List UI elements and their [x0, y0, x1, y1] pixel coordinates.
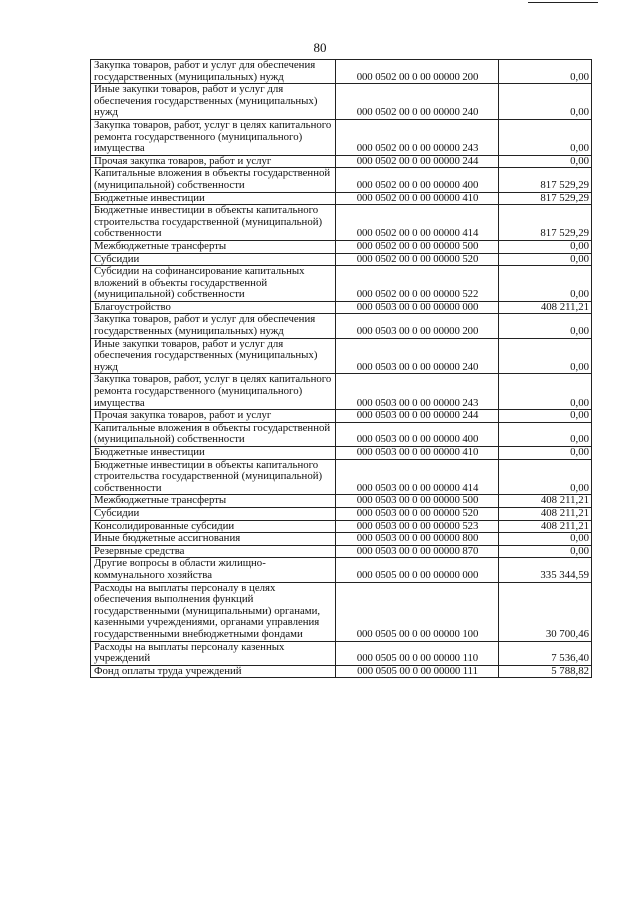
row-amount-cell: 0,00	[499, 422, 592, 446]
row-name-cell: Бюджетные инвестиции	[91, 192, 336, 205]
row-amount-cell: 5 788,82	[499, 665, 592, 678]
row-name-cell: Расходы на выплаты персоналу казенных учреждений	[91, 641, 336, 665]
row-name-cell: Расходы на выплаты персоналу в целях обеспечения выполнения функций государственными (муниципальными) органами, казенными учреждениями, органами управления государственными внебюджетными фондами	[91, 582, 336, 641]
top-rule	[528, 2, 598, 3]
row-name-cell: Прочая закупка товаров, работ и услуг	[91, 155, 336, 168]
page-number: 80	[313, 40, 327, 55]
row-amount-cell: 0,00	[499, 545, 592, 558]
row-amount-cell: 408 211,21	[499, 507, 592, 520]
row-code-cell: 000 0502 00 0 00 00000 244	[336, 155, 499, 168]
row-name-cell: Фонд оплаты труда учреждений	[91, 665, 336, 678]
row-name-cell: Иные закупки товаров, работ и услуг для обеспечения государственных (муниципальных) нужд	[91, 84, 336, 120]
row-name-cell: Закупка товаров, работ и услуг для обеспечения государственных (муниципальных) нужд	[91, 60, 336, 84]
row-code-cell: 000 0503 00 0 00 00000 800	[336, 533, 499, 546]
table-row	[91, 665, 592, 678]
row-name-cell: Субсидии	[91, 507, 336, 520]
row-name-cell: Субсидии на софинансирование капитальных вложений в объекты государственной (муниципальной) собственности	[91, 266, 336, 302]
table-row	[91, 240, 592, 253]
row-name-cell: Иные бюджетные ассигнования	[91, 533, 336, 546]
row-code-cell: 000 0502 00 0 00 00000 243	[336, 119, 499, 155]
row-amount-cell: 0,00	[499, 410, 592, 423]
row-code-cell: 000 0503 00 0 00 00000 523	[336, 520, 499, 533]
table-row	[91, 545, 592, 558]
row-name-cell: Прочая закупка товаров, работ и услуг	[91, 410, 336, 423]
row-name-cell: Капитальные вложения в объекты государственной (муниципальной) собственности	[91, 168, 336, 192]
row-amount-cell: 408 211,21	[499, 301, 592, 314]
row-code-cell: 000 0502 00 0 00 00000 522	[336, 266, 499, 302]
table-row	[91, 582, 592, 641]
table-row	[91, 520, 592, 533]
row-amount-cell: 0,00	[499, 84, 592, 120]
row-code-cell: 000 0505 00 0 00 00000 110	[336, 641, 499, 665]
row-code-cell: 000 0505 00 0 00 00000 100	[336, 582, 499, 641]
row-name-cell: Межбюджетные трансферты	[91, 495, 336, 508]
table-row	[91, 314, 592, 338]
table-row	[91, 533, 592, 546]
row-amount-cell: 0,00	[499, 338, 592, 374]
row-code-cell: 000 0503 00 0 00 00000 500	[336, 495, 499, 508]
row-name-cell: Другие вопросы в области жилищно-коммунального хозяйства	[91, 558, 336, 582]
row-name-cell: Закупка товаров, работ, услуг в целях капитального ремонта государственного (муниципального) имущества	[91, 374, 336, 410]
row-code-cell: 000 0505 00 0 00 00000 111	[336, 665, 499, 678]
row-code-cell: 000 0502 00 0 00 00000 414	[336, 205, 499, 241]
row-name-cell: Закупка товаров, работ и услуг для обеспечения государственных (муниципальных) нужд	[91, 314, 336, 338]
table-row	[91, 459, 592, 495]
row-amount-cell: 0,00	[499, 253, 592, 266]
row-code-cell: 000 0503 00 0 00 00000 400	[336, 422, 499, 446]
row-name-cell: Резервные средства	[91, 545, 336, 558]
row-amount-cell: 0,00	[499, 155, 592, 168]
row-name-cell: Благоустройство	[91, 301, 336, 314]
row-amount-cell: 817 529,29	[499, 205, 592, 241]
table-row	[91, 266, 592, 302]
row-code-cell: 000 0502 00 0 00 00000 240	[336, 84, 499, 120]
row-code-cell: 000 0502 00 0 00 00000 500	[336, 240, 499, 253]
row-code-cell: 000 0503 00 0 00 00000 410	[336, 447, 499, 460]
row-amount-cell: 817 529,29	[499, 192, 592, 205]
row-amount-cell: 817 529,29	[499, 168, 592, 192]
row-code-cell: 000 0503 00 0 00 00000 000	[336, 301, 499, 314]
row-code-cell: 000 0503 00 0 00 00000 240	[336, 338, 499, 374]
table-row	[91, 641, 592, 665]
table-row	[91, 301, 592, 314]
row-code-cell: 000 0503 00 0 00 00000 414	[336, 459, 499, 495]
row-code-cell: 000 0503 00 0 00 00000 244	[336, 410, 499, 423]
row-code-cell: 000 0502 00 0 00 00000 400	[336, 168, 499, 192]
row-name-cell: Бюджетные инвестиции в объекты капитального строительства государственной (муниципальной) собственности	[91, 459, 336, 495]
table-row	[91, 410, 592, 423]
row-amount-cell: 0,00	[499, 533, 592, 546]
table-row	[91, 84, 592, 120]
table-row	[91, 253, 592, 266]
row-amount-cell: 0,00	[499, 266, 592, 302]
row-code-cell: 000 0502 00 0 00 00000 410	[336, 192, 499, 205]
table-row	[91, 205, 592, 241]
row-amount-cell: 0,00	[499, 447, 592, 460]
row-name-cell: Иные закупки товаров, работ и услуг для обеспечения государственных (муниципальных) нужд	[91, 338, 336, 374]
row-amount-cell: 408 211,21	[499, 520, 592, 533]
row-code-cell: 000 0503 00 0 00 00000 870	[336, 545, 499, 558]
row-amount-cell: 0,00	[499, 314, 592, 338]
table-row	[91, 422, 592, 446]
row-amount-cell: 408 211,21	[499, 495, 592, 508]
row-amount-cell: 30 700,46	[499, 582, 592, 641]
row-name-cell: Межбюджетные трансферты	[91, 240, 336, 253]
row-name-cell: Консолидированные субсидии	[91, 520, 336, 533]
table-row	[91, 338, 592, 374]
table-row	[91, 558, 592, 582]
row-amount-cell: 335 344,59	[499, 558, 592, 582]
table-row	[91, 495, 592, 508]
row-code-cell: 000 0503 00 0 00 00000 520	[336, 507, 499, 520]
table-row	[91, 155, 592, 168]
table-row	[91, 119, 592, 155]
table-row	[91, 447, 592, 460]
row-amount-cell: 0,00	[499, 119, 592, 155]
row-name-cell: Капитальные вложения в объекты государственной (муниципальной) собственности	[91, 422, 336, 446]
row-amount-cell: 0,00	[499, 374, 592, 410]
row-code-cell: 000 0503 00 0 00 00000 243	[336, 374, 499, 410]
row-name-cell: Бюджетные инвестиции в объекты капитального строительства государственной (муниципальной) собственности	[91, 205, 336, 241]
budget-table-body	[91, 60, 592, 678]
row-amount-cell: 0,00	[499, 240, 592, 253]
row-name-cell: Закупка товаров, работ, услуг в целях капитального ремонта государственного (муниципального) имущества	[91, 119, 336, 155]
row-code-cell: 000 0502 00 0 00 00000 520	[336, 253, 499, 266]
table-row	[91, 192, 592, 205]
row-name-cell: Субсидии	[91, 253, 336, 266]
row-name-cell: Бюджетные инвестиции	[91, 447, 336, 460]
row-amount-cell: 0,00	[499, 459, 592, 495]
row-code-cell: 000 0505 00 0 00 00000 000	[336, 558, 499, 582]
row-amount-cell: 0,00	[499, 60, 592, 84]
row-code-cell: 000 0502 00 0 00 00000 200	[336, 60, 499, 84]
table-row	[91, 168, 592, 192]
table-row	[91, 374, 592, 410]
row-amount-cell: 7 536,40	[499, 641, 592, 665]
row-code-cell: 000 0503 00 0 00 00000 200	[336, 314, 499, 338]
budget-table	[90, 59, 592, 678]
table-row	[91, 507, 592, 520]
table-row	[91, 60, 592, 84]
